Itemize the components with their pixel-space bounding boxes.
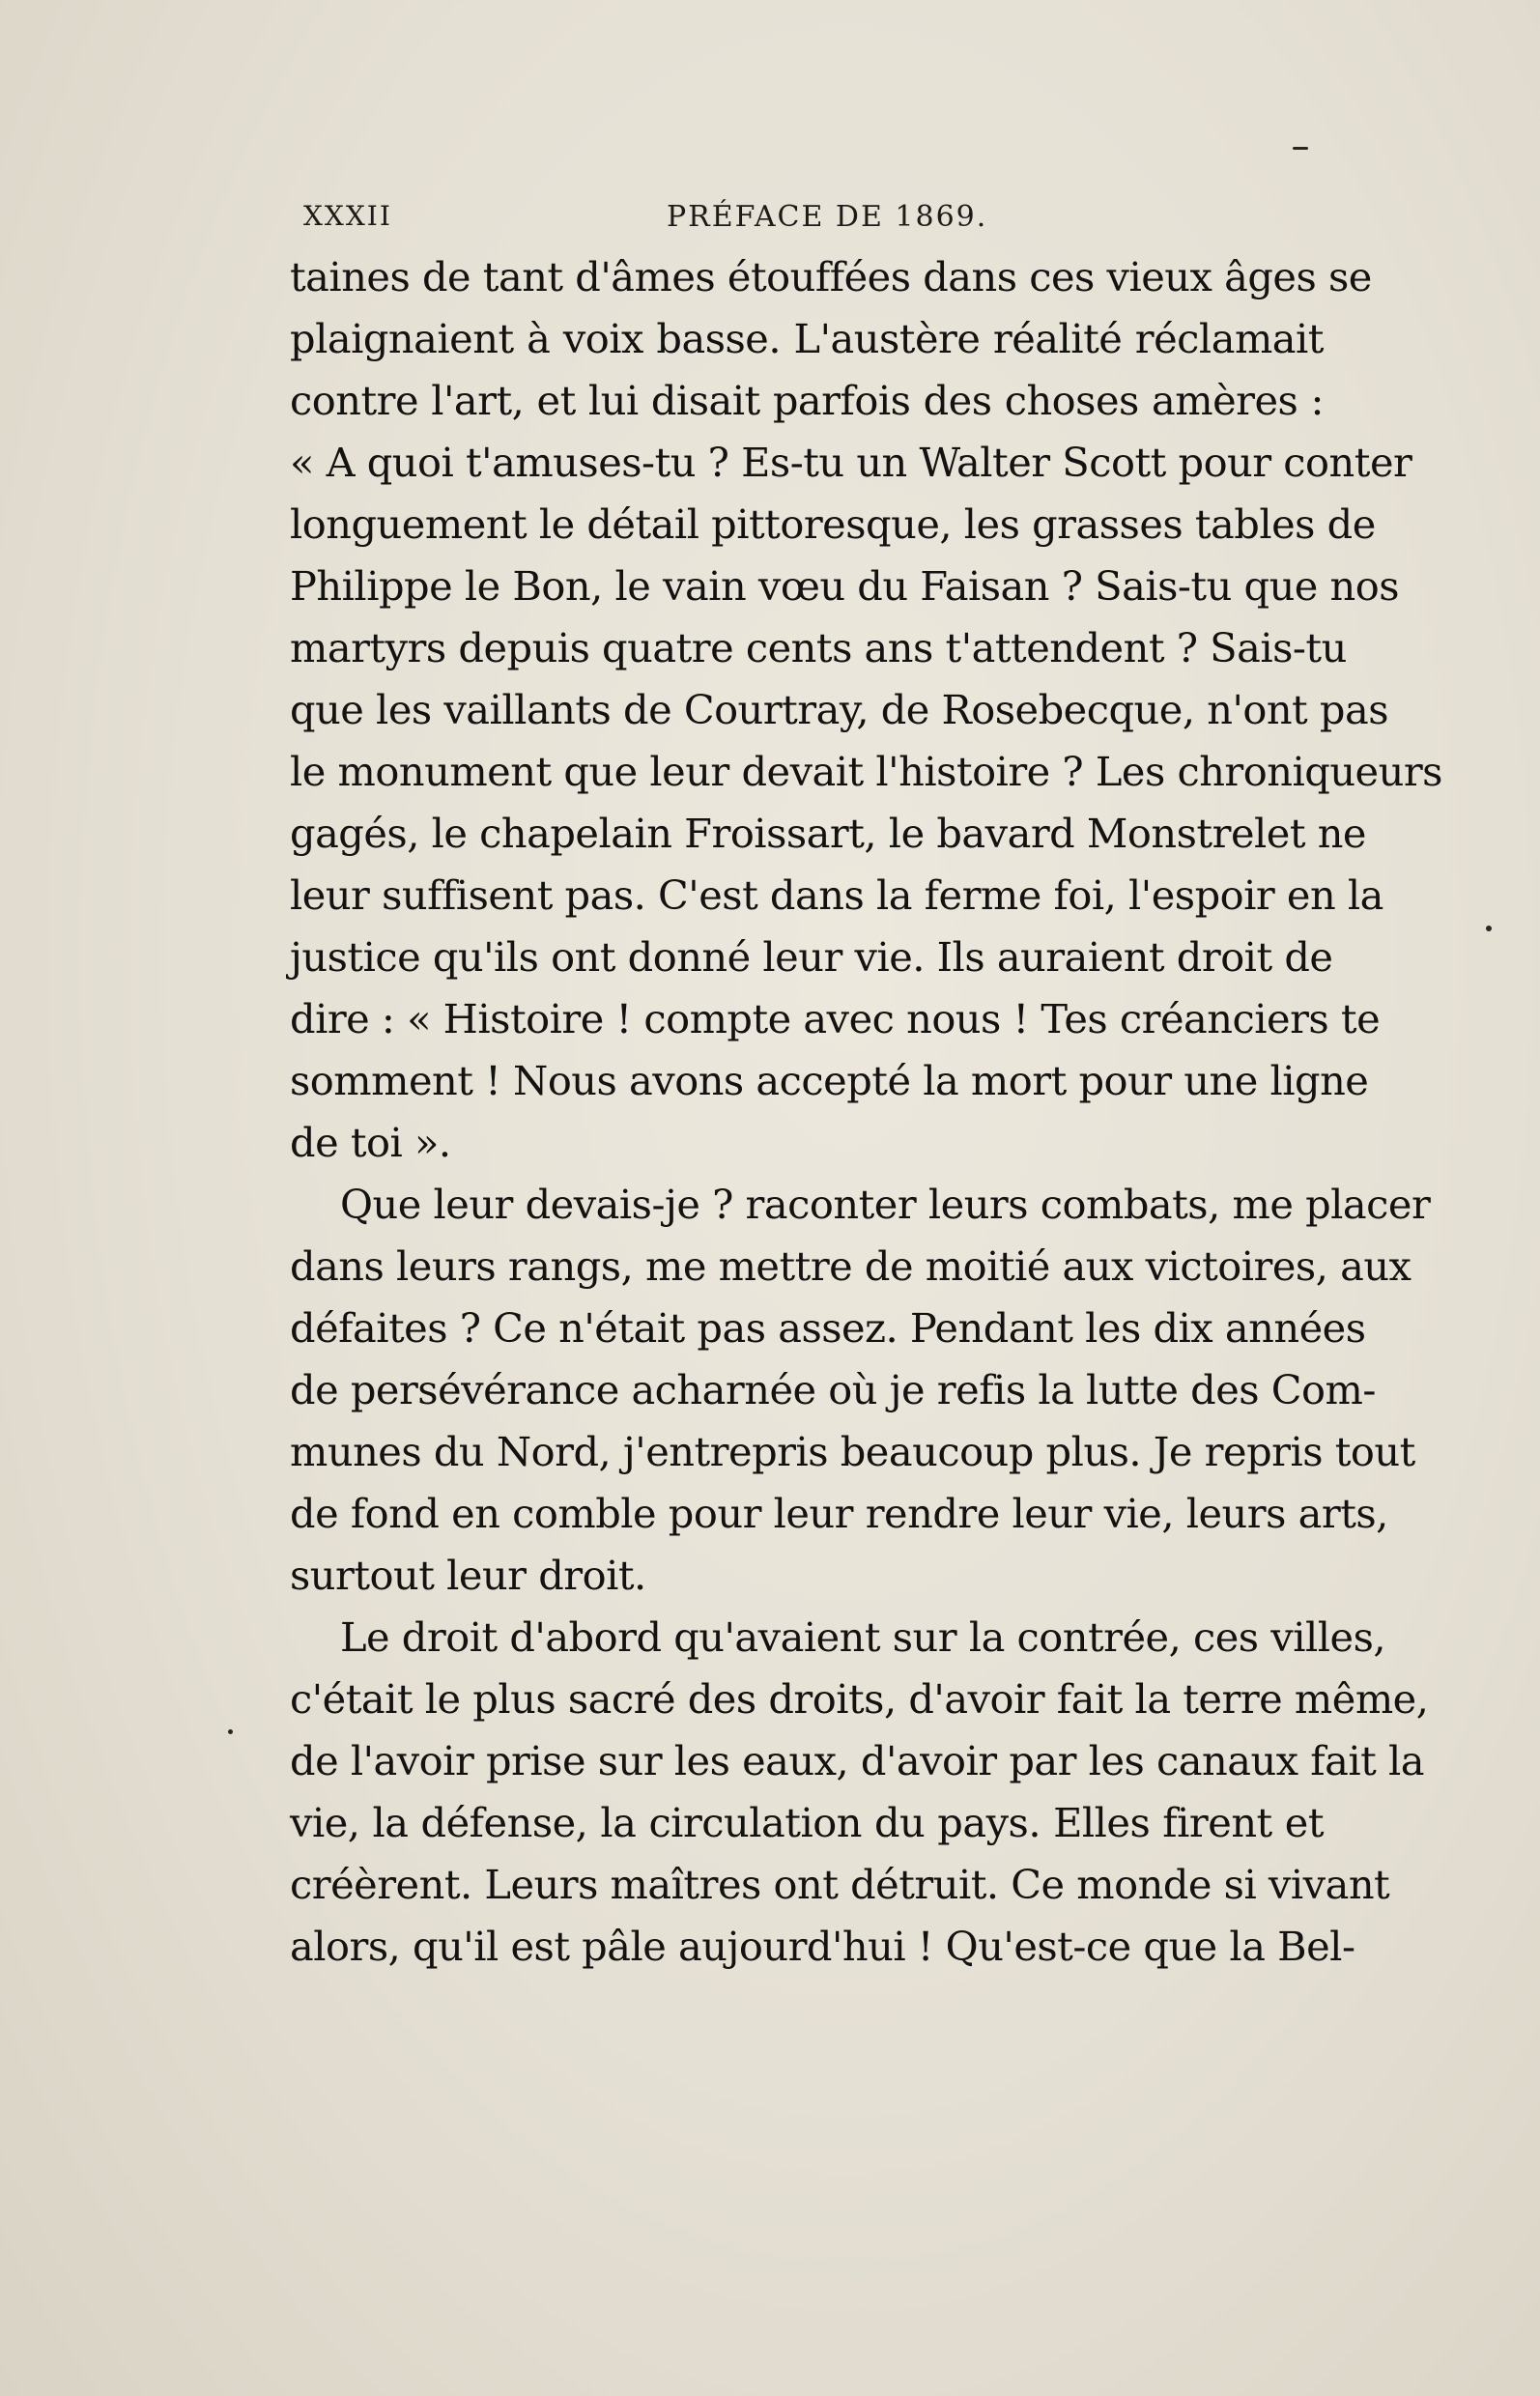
text-line: taines de tant d'âmes étouffées dans ces vieux âges se bbox=[290, 253, 1372, 300]
paragraph-2 bbox=[290, 1174, 1431, 1607]
text-line: somment ! Nous avons accepté la mort pour une ligne bbox=[290, 1057, 1369, 1104]
text-line: créèrent. Leurs maîtres ont détruit. Ce monde si vivant bbox=[290, 1861, 1390, 1908]
running-head: PRÉFACE DE 1869. bbox=[667, 200, 988, 234]
text-line: gagés, le chapelain Froissart, le bavard Monstrelet ne bbox=[290, 810, 1366, 857]
page-number: XXXII bbox=[303, 200, 392, 232]
ink-speck bbox=[228, 1729, 233, 1734]
text-line: de persévérance acharnée où je refis la lutte des Com- bbox=[290, 1366, 1376, 1413]
text-line: que les vaillants de Courtray, de Rosebecque, n'ont pas bbox=[290, 686, 1389, 733]
text-line: leur suffisent pas. C'est dans la ferme foi, l'espoir en la bbox=[290, 871, 1383, 919]
text-line: de toi ». bbox=[290, 1119, 451, 1166]
text-line: dans leurs rangs, me mettre de moitié aux victoires, aux bbox=[290, 1242, 1412, 1290]
text-line: longuement le détail pittoresque, les grasses tables de bbox=[290, 500, 1376, 548]
text-line: Le droit d'abord qu'avaient sur la contrée, ces villes, bbox=[340, 1613, 1386, 1661]
text-line: surtout leur droit. bbox=[290, 1552, 646, 1599]
text-line: plaignaient à voix basse. L'austère réalité réclamait bbox=[290, 315, 1324, 362]
paragraph-3 bbox=[290, 1607, 1429, 1978]
text-line: vie, la défense, la circulation du pays. Elles firent et bbox=[290, 1799, 1324, 1846]
text-line: le monument que leur devait l'histoire ? Les chroniqueurs bbox=[290, 748, 1442, 795]
text-line: justice qu'ils ont donné leur vie. Ils auraient droit de bbox=[290, 933, 1333, 981]
text-line: défaites ? Ce n'était pas assez. Pendant les dix années bbox=[290, 1304, 1366, 1352]
ink-speck bbox=[1293, 147, 1308, 150]
text-line: alors, qu'il est pâle aujourd'hui ! Qu'est-ce que la Bel- bbox=[290, 1923, 1355, 1970]
text-line: munes du Nord, j'entrepris beaucoup plus. Je repris tout bbox=[290, 1428, 1415, 1475]
text-line: « A quoi t'amuses-tu ? Es-tu un Walter Scott pour conter bbox=[290, 439, 1412, 486]
text-line: contre l'art, et lui disait parfois des choses amères : bbox=[290, 377, 1324, 424]
body-text bbox=[290, 246, 1442, 1978]
text-line: c'était le plus sacré des droits, d'avoir fait la terre même, bbox=[290, 1675, 1429, 1723]
text-line: de fond en comble pour leur rendre leur vie, leurs arts, bbox=[290, 1490, 1388, 1537]
text-line: Philippe le Bon, le vain vœu du Faisan ? Sais-tu que nos bbox=[290, 562, 1400, 610]
page-header bbox=[290, 200, 1333, 248]
text-line: de l'avoir prise sur les eaux, d'avoir par les canaux fait la bbox=[290, 1737, 1425, 1784]
ink-speck bbox=[1486, 926, 1492, 931]
paragraph-1 bbox=[290, 246, 1442, 1174]
text-line: dire : « Histoire ! compte avec nous ! Tes créanciers te bbox=[290, 995, 1381, 1042]
text-line: martyrs depuis quatre cents ans t'attendent ? Sais-tu bbox=[290, 624, 1347, 671]
text-line: Que leur devais-je ? raconter leurs combats, me placer bbox=[340, 1181, 1431, 1228]
